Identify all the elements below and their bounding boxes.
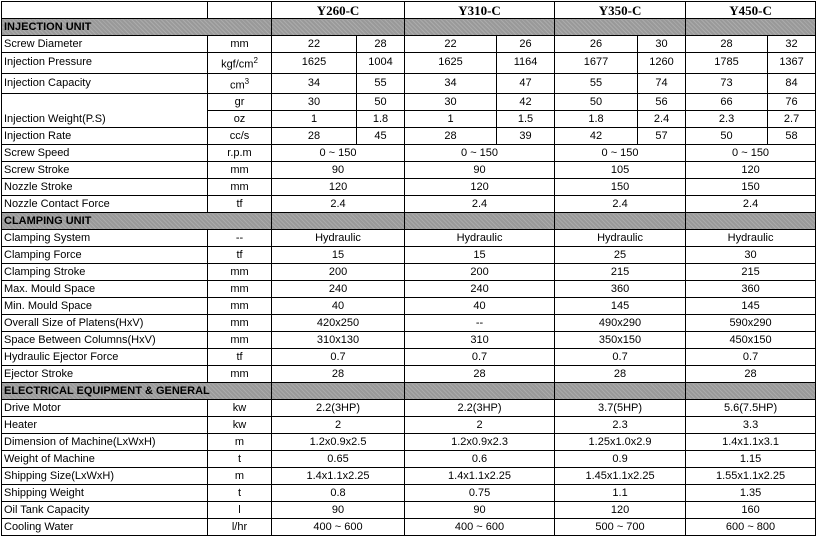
value-cell: 120 (555, 502, 686, 519)
value-cell: 1.1 (555, 485, 686, 502)
table-row (2, 298, 816, 315)
row-unit: tf (208, 196, 272, 213)
value-cell: 22 (272, 36, 357, 53)
value-cell: 34 (272, 73, 357, 94)
value-cell: 360 (555, 281, 686, 298)
row-label: Screw Diameter (2, 36, 208, 53)
header-blank (2, 2, 208, 19)
value-cell: 0.9 (555, 451, 686, 468)
value-cell: 145 (555, 298, 686, 315)
table-row (2, 315, 816, 332)
value-cell: 34 (405, 73, 497, 94)
value-cell: 0.6 (405, 451, 555, 468)
value-cell: 310 (405, 332, 555, 349)
value-cell: 2 (272, 417, 405, 434)
value-cell: 73 (686, 73, 768, 94)
value-cell: 1785 (686, 53, 768, 74)
value-cell: 0.7 (272, 349, 405, 366)
table-row (2, 451, 816, 468)
value-cell: 50 (686, 128, 768, 145)
value-cell: 240 (272, 281, 405, 298)
unit-base: kgf/cm (221, 58, 254, 71)
row-label: Hydraulic Ejector Force (2, 349, 208, 366)
row-unit: t (208, 485, 272, 502)
value-cell: 1.4x1.1x3.1 (686, 434, 816, 451)
value-cell: 55 (555, 73, 638, 94)
row-unit: cc/s (208, 128, 272, 145)
value-cell: 1.45x1.1x2.25 (555, 468, 686, 485)
value-cell: 55 (357, 73, 405, 94)
value-cell: 1.8 (357, 111, 405, 128)
value-cell: 1.8 (555, 111, 638, 128)
row-unit: mm (208, 179, 272, 196)
row-label: Shipping Size(LxWxH) (2, 468, 208, 485)
model-header-row (2, 2, 816, 19)
value-cell: 310x130 (272, 332, 405, 349)
value-cell: 28 (272, 366, 405, 383)
value-cell: 1.5 (497, 111, 555, 128)
table-row (2, 400, 816, 417)
row-label: Clamping Stroke (2, 264, 208, 281)
value-cell: 150 (686, 179, 816, 196)
value-cell: 120 (272, 179, 405, 196)
value-cell: 0.75 (405, 485, 555, 502)
value-cell: -- (405, 315, 555, 332)
row-unit: l (208, 502, 272, 519)
row-unit: mm (208, 162, 272, 179)
table-row (2, 417, 816, 434)
value-cell: 90 (272, 502, 405, 519)
value-cell: 30 (272, 94, 357, 111)
value-cell: Hydraulic (555, 230, 686, 247)
row-unit: gr (208, 94, 272, 111)
value-cell: 350x150 (555, 332, 686, 349)
section-title: CLAMPING UNIT (2, 213, 272, 230)
value-cell: 590x290 (686, 315, 816, 332)
row-unit: mm (208, 281, 272, 298)
row-unit: mm (208, 366, 272, 383)
value-cell: 1625 (405, 53, 497, 74)
value-cell: 90 (405, 502, 555, 519)
value-cell: 1.2x0.9x2.3 (405, 434, 555, 451)
row-label: Ejector Stroke (2, 366, 208, 383)
value-cell: 120 (405, 179, 555, 196)
row-unit (208, 53, 272, 74)
value-cell: 2.4 (555, 196, 686, 213)
table-row (2, 53, 816, 74)
value-cell: 105 (555, 162, 686, 179)
value-cell: 1677 (555, 53, 638, 74)
value-cell: 28 (555, 366, 686, 383)
table-row (2, 366, 816, 383)
value-cell: 400 ~ 600 (272, 519, 405, 536)
value-cell: 150 (555, 179, 686, 196)
table-row (2, 332, 816, 349)
row-unit: kw (208, 417, 272, 434)
model-name: Y450-C (686, 2, 816, 19)
row-label: Weight of Machine (2, 451, 208, 468)
value-cell: 28 (272, 128, 357, 145)
value-cell: 0.65 (272, 451, 405, 468)
value-cell: 1260 (638, 53, 686, 74)
row-label: Injection Weight(P.S) (2, 94, 208, 128)
row-label: Shipping Weight (2, 485, 208, 502)
value-cell: 2.2(3HP) (272, 400, 405, 417)
value-cell: 215 (555, 264, 686, 281)
table-row (2, 264, 816, 281)
value-cell: 1.2x0.9x2.5 (272, 434, 405, 451)
value-cell: 30 (686, 247, 816, 264)
row-label: Nozzle Stroke (2, 179, 208, 196)
value-cell: 50 (555, 94, 638, 111)
value-cell: 1.4x1.1x2.25 (405, 468, 555, 485)
value-cell: 1.25x1.0x2.9 (555, 434, 686, 451)
value-cell: 30 (638, 36, 686, 53)
value-cell: 490x290 (555, 315, 686, 332)
row-label: Screw Stroke (2, 162, 208, 179)
value-cell: 40 (405, 298, 555, 315)
value-cell: 28 (357, 36, 405, 53)
value-cell: 42 (555, 128, 638, 145)
value-cell: 200 (272, 264, 405, 281)
value-cell: 600 ~ 800 (686, 519, 816, 536)
table-row (2, 230, 816, 247)
table-row (2, 468, 816, 485)
row-unit: m (208, 468, 272, 485)
row-unit: -- (208, 230, 272, 247)
section-header-injection (2, 19, 816, 36)
value-cell: 15 (272, 247, 405, 264)
row-unit: mm (208, 36, 272, 53)
value-cell: 0 ~ 150 (272, 145, 405, 162)
value-cell: 1164 (497, 53, 555, 74)
value-cell: 2.4 (405, 196, 555, 213)
value-cell: 57 (638, 128, 686, 145)
value-cell: 0 ~ 150 (555, 145, 686, 162)
table-row (2, 179, 816, 196)
table-row (2, 434, 816, 451)
value-cell: 58 (768, 128, 816, 145)
value-cell: Hydraulic (686, 230, 816, 247)
table-row (2, 73, 816, 94)
row-label: Screw Speed (2, 145, 208, 162)
header-blank (208, 2, 272, 19)
section-header (2, 383, 816, 400)
table-row (2, 162, 816, 179)
value-cell: 0.7 (405, 349, 555, 366)
row-unit: mm (208, 298, 272, 315)
row-unit: oz (208, 111, 272, 128)
value-cell: 3.3 (686, 417, 816, 434)
value-cell: 56 (638, 94, 686, 111)
value-cell: 1367 (768, 53, 816, 74)
value-cell: 360 (686, 281, 816, 298)
value-cell: 1 (272, 111, 357, 128)
value-cell: 26 (497, 36, 555, 53)
value-cell: 30 (405, 94, 497, 111)
value-cell: 215 (686, 264, 816, 281)
value-cell: 2.7 (768, 111, 816, 128)
value-cell: 32 (768, 36, 816, 53)
value-cell: 84 (768, 73, 816, 94)
unit-superscript: 3 (244, 76, 250, 86)
value-cell: 1.4x1.1x2.25 (272, 468, 405, 485)
value-cell: 1 (405, 111, 497, 128)
value-cell: 3.7(5HP) (555, 400, 686, 417)
value-cell: 2.2(3HP) (405, 400, 555, 417)
value-cell: 120 (686, 162, 816, 179)
value-cell: 0.7 (686, 349, 816, 366)
value-cell: 1.55x1.1x2.25 (686, 468, 816, 485)
value-cell: 45 (357, 128, 405, 145)
table-row (2, 519, 816, 536)
value-cell: 2.4 (272, 196, 405, 213)
value-cell: Hydraulic (272, 230, 405, 247)
value-cell: 76 (768, 94, 816, 111)
row-label: Heater (2, 417, 208, 434)
row-label: Dimension of Machine(LxWxH) (2, 434, 208, 451)
row-unit: kw (208, 400, 272, 417)
value-cell: 25 (555, 247, 686, 264)
value-cell: 39 (497, 128, 555, 145)
value-cell: 47 (497, 73, 555, 94)
value-cell: 90 (405, 162, 555, 179)
model-name: Y310-C (405, 2, 555, 19)
value-cell: 160 (686, 502, 816, 519)
model-name: Y350-C (555, 2, 686, 19)
value-cell: Hydraulic (405, 230, 555, 247)
row-label: Nozzle Contact Force (2, 196, 208, 213)
section-title: INJECTION UNIT (2, 19, 272, 36)
value-cell: 22 (405, 36, 497, 53)
row-label: Drive Motor (2, 400, 208, 417)
value-cell: 0 ~ 150 (405, 145, 555, 162)
section-title: ELECTRICAL EQUIPMENT & GENERAL (2, 383, 272, 400)
value-cell: 74 (638, 73, 686, 94)
table-row (2, 485, 816, 502)
row-label: Clamping System (2, 230, 208, 247)
value-cell: 2.3 (686, 111, 768, 128)
section-header (2, 213, 816, 230)
row-unit: mm (208, 264, 272, 281)
row-unit (208, 73, 272, 94)
value-cell: 1625 (272, 53, 357, 74)
table-row (2, 502, 816, 519)
value-cell: 145 (686, 298, 816, 315)
value-cell: 0.7 (555, 349, 686, 366)
value-cell: 240 (405, 281, 555, 298)
value-cell: 2 (405, 417, 555, 434)
value-cell: 200 (405, 264, 555, 281)
table-row (2, 36, 816, 53)
clamping-section (2, 213, 816, 383)
row-label: Min. Mould Space (2, 298, 208, 315)
row-unit: tf (208, 349, 272, 366)
row-label: Oil Tank Capacity (2, 502, 208, 519)
row-label: Overall Size of Platens(HxV) (2, 315, 208, 332)
value-cell: 450x150 (686, 332, 816, 349)
value-cell: 15 (405, 247, 555, 264)
value-cell: 5.6(7.5HP) (686, 400, 816, 417)
table-row (2, 94, 816, 111)
row-label: Injection Rate (2, 128, 208, 145)
row-unit: m (208, 434, 272, 451)
value-cell: 90 (272, 162, 405, 179)
value-cell: 28 (405, 128, 497, 145)
row-label: Space Between Columns(HxV) (2, 332, 208, 349)
value-cell: 26 (555, 36, 638, 53)
row-label: Injection Capacity (2, 73, 208, 94)
value-cell: 42 (497, 94, 555, 111)
row-unit: mm (208, 332, 272, 349)
row-unit: mm (208, 315, 272, 332)
table-row (2, 281, 816, 298)
value-cell: 1.15 (686, 451, 816, 468)
table-row (2, 128, 816, 145)
value-cell: 1.35 (686, 485, 816, 502)
value-cell: 0 ~ 150 (686, 145, 816, 162)
value-cell: 28 (405, 366, 555, 383)
value-cell: 40 (272, 298, 405, 315)
unit-superscript: 2 (253, 56, 258, 65)
value-cell: 420x250 (272, 315, 405, 332)
table-row (2, 196, 816, 213)
value-cell: 1004 (357, 53, 405, 74)
table-row (2, 349, 816, 366)
table-row (2, 145, 816, 162)
value-cell: 50 (357, 94, 405, 111)
row-label: Injection Pressure (2, 53, 208, 74)
row-label: Clamping Force (2, 247, 208, 264)
value-cell: 66 (686, 94, 768, 111)
electrical-section (2, 383, 816, 536)
value-cell: 500 ~ 700 (555, 519, 686, 536)
value-cell: 0.8 (272, 485, 405, 502)
value-cell: 2.4 (686, 196, 816, 213)
model-name: Y260-C (272, 2, 405, 19)
spec-table (1, 1, 816, 536)
row-unit: t (208, 451, 272, 468)
row-unit: tf (208, 247, 272, 264)
row-label: Max. Mould Space (2, 281, 208, 298)
row-label: Cooling Water (2, 519, 208, 536)
value-cell: 2.3 (555, 417, 686, 434)
unit-base: cm (229, 79, 245, 92)
table-row (2, 247, 816, 264)
row-unit: r.p.m (208, 145, 272, 162)
value-cell: 2.4 (638, 111, 686, 128)
value-cell: 28 (686, 36, 768, 53)
value-cell: 28 (686, 366, 816, 383)
row-unit: l/hr (208, 519, 272, 536)
value-cell: 400 ~ 600 (405, 519, 555, 536)
